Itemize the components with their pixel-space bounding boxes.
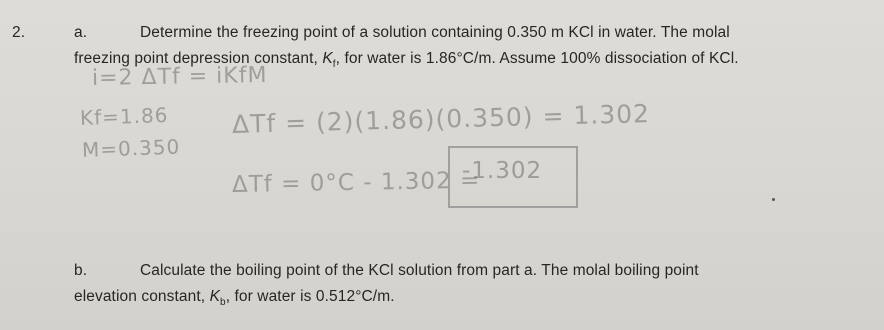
problem-number: 2. xyxy=(12,24,26,41)
part-b-line2-pre: elevation constant, xyxy=(74,288,210,305)
part-b-question-line1: Calculate the boiling point of the KCl solution from part a. The molal boiling point xyxy=(140,262,699,279)
part-b-label: b. xyxy=(74,262,88,279)
part-a-line2-pre: freezing point depression constant, xyxy=(74,50,323,67)
stray-dot xyxy=(772,198,775,201)
kb-symbol: K xyxy=(209,288,221,305)
handwritten-answer: -1.302 xyxy=(462,158,543,184)
part-a-question-line1: Determine the freezing point of a solution containing 0.350 m KCl in water. The molal xyxy=(140,24,730,41)
part-b-question-line2 xyxy=(74,288,395,308)
kf-symbol: K xyxy=(322,50,333,67)
part-a-line2-post: , for water is 1.86°C/m. Assume 100% dissociation of KCl. xyxy=(335,50,739,67)
kf-subscript: f xyxy=(332,59,336,71)
part-b-line2-post: , for water is 0.512°C/m. xyxy=(225,288,395,305)
handwritten-molality-value: M=0.350 xyxy=(81,134,181,162)
answer-box xyxy=(448,146,578,208)
kb-subscript: b xyxy=(220,297,226,309)
part-a-label: a. xyxy=(74,24,88,41)
handwritten-vant-hoff-line: i=2 ΔTf = iKfM xyxy=(91,62,268,91)
handwritten-delta-tf-calculation: ΔTf = (2)(1.86)(0.350) = 1.302 xyxy=(231,99,651,139)
handwritten-kf-value: Kf=1.86 xyxy=(79,102,169,130)
handwritten-freezing-point-line: ΔTf = 0°C - 1.302 = xyxy=(231,167,481,198)
